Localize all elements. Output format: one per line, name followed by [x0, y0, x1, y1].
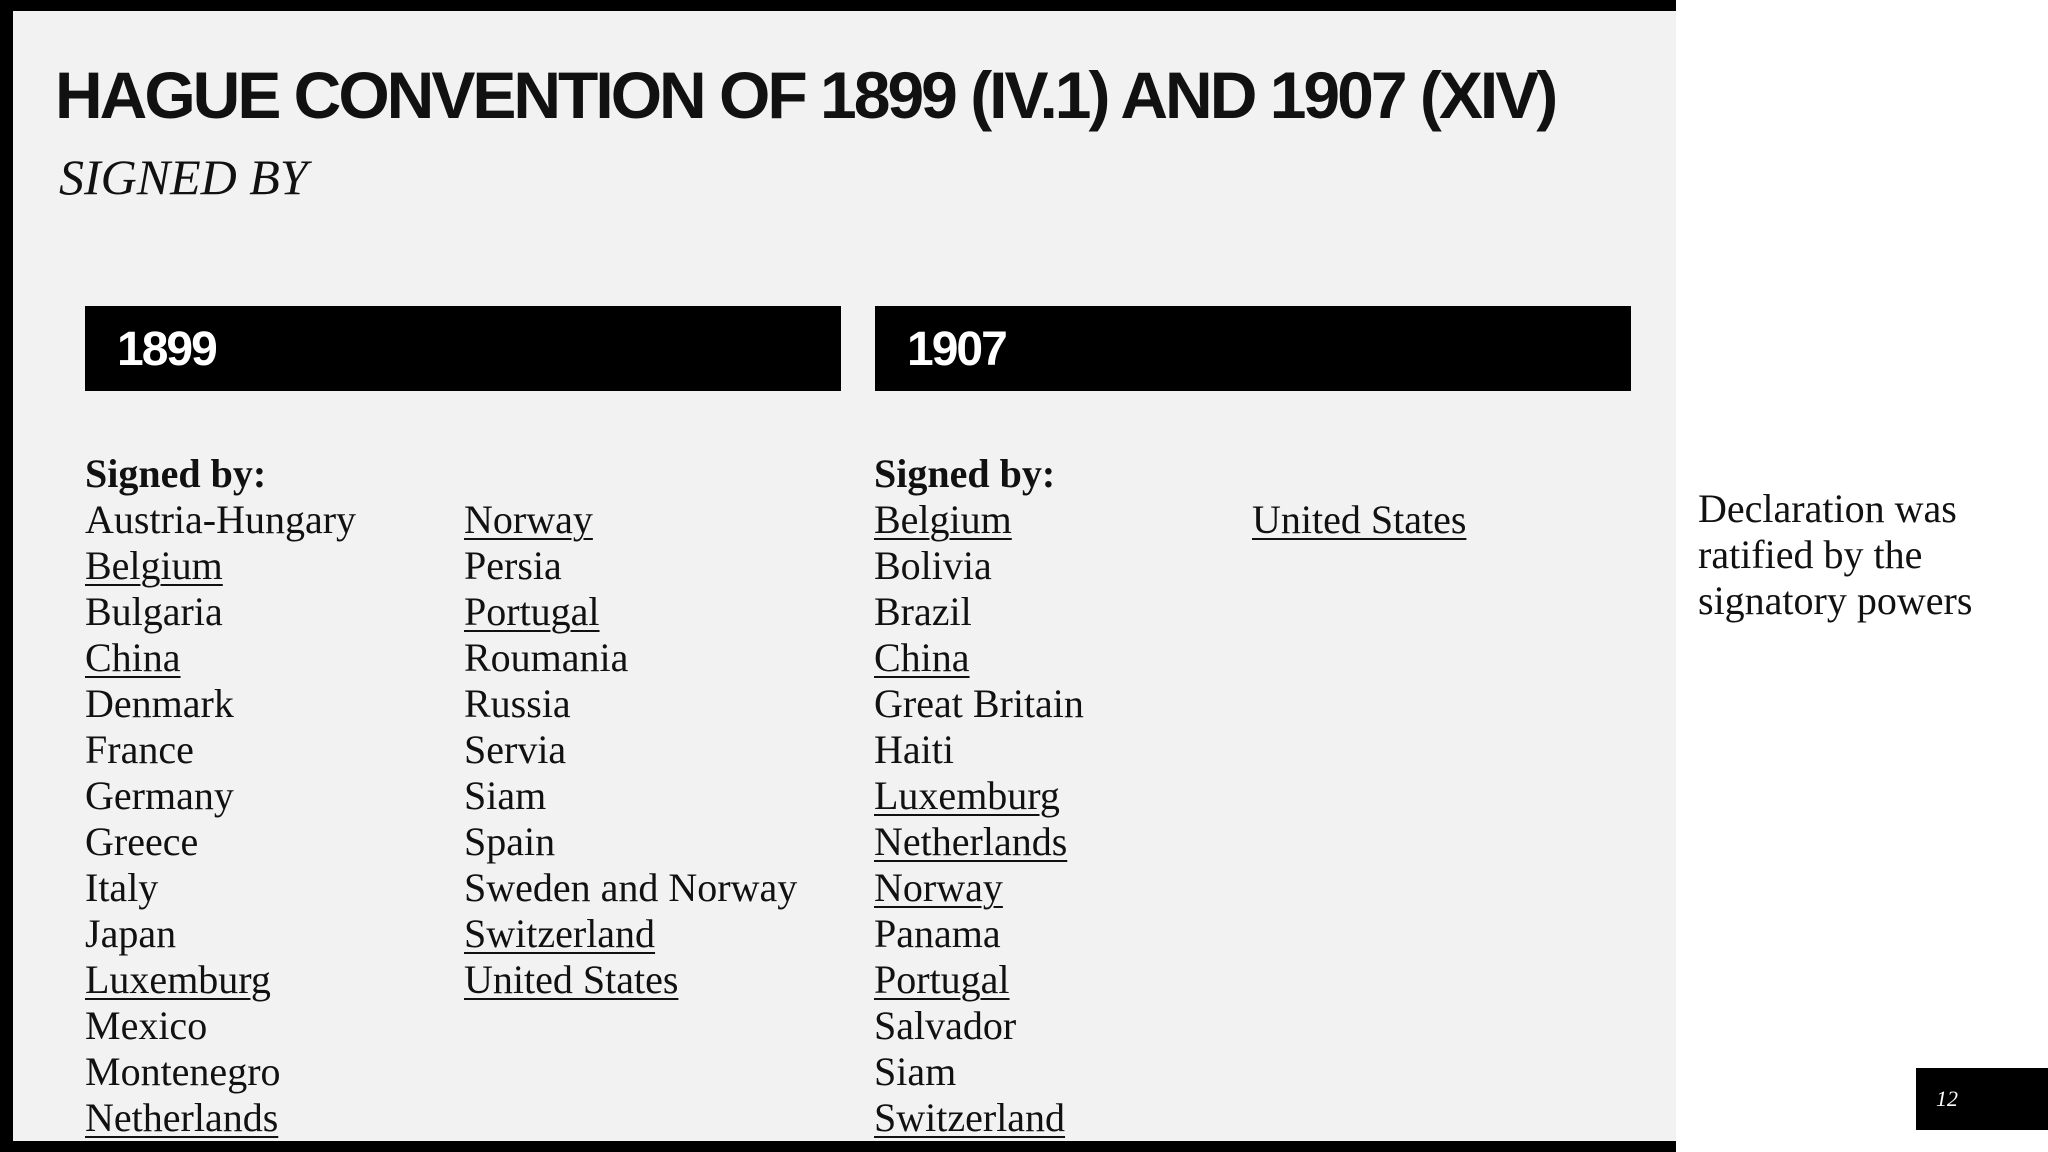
country-item[interactable]: Switzerland [464, 911, 656, 956]
country-item: Persia [464, 543, 562, 588]
country-item: Montenegro [85, 1049, 281, 1094]
country-item: Sweden and Norway [464, 865, 798, 910]
signatories-1907-column-1 [874, 451, 1084, 1141]
slide-subtitle: SIGNED BY [59, 149, 308, 205]
country-item: Haiti [874, 727, 954, 772]
country-item: Japan [85, 911, 177, 956]
country-item: Siam [874, 1049, 957, 1094]
year-header-1899: 1899 [85, 306, 841, 391]
country-item[interactable]: Norway [464, 497, 593, 542]
country-item[interactable]: United States [464, 957, 679, 1002]
page-number: 12 [1916, 1068, 2048, 1130]
country-item[interactable]: Netherlands [874, 819, 1068, 864]
country-item: Denmark [85, 681, 234, 726]
country-item: Austria-Hungary [85, 497, 357, 542]
country-item: Salvador [874, 1003, 1017, 1048]
signed-by-heading-1899: Signed by: [85, 451, 267, 496]
signatories-1899-column-1 [85, 451, 356, 1141]
country-item[interactable]: Norway [874, 865, 1003, 910]
signed-by-heading-1907: Signed by: [874, 451, 1056, 496]
country-item[interactable]: United States [1252, 497, 1467, 542]
country-item: Roumania [464, 635, 629, 680]
country-item: Bulgaria [85, 589, 223, 634]
country-item: France [85, 727, 194, 772]
country-item: Siam [464, 773, 547, 818]
slide-title: HAGUE CONVENTION OF 1899 (IV.1) AND 1907 (XIV) [55, 58, 1556, 132]
signatories-1899-column-2 [464, 497, 797, 1003]
country-item: Germany [85, 773, 234, 818]
country-item: Greece [85, 819, 199, 864]
country-item[interactable]: Luxemburg [85, 957, 271, 1002]
country-item: Great Britain [874, 681, 1084, 726]
country-item: Servia [464, 727, 567, 772]
country-item: Spain [464, 819, 556, 864]
country-item: Panama [874, 911, 1001, 956]
ratification-note: Declaration was ratified by the signatory powers [1698, 486, 1973, 623]
country-item: Italy [85, 865, 159, 910]
country-item[interactable]: Netherlands [85, 1095, 279, 1140]
country-item: Russia [464, 681, 571, 726]
country-item: Bolivia [874, 543, 992, 588]
country-item[interactable]: Luxemburg [874, 773, 1060, 818]
country-item[interactable]: Belgium [874, 497, 1012, 542]
country-item[interactable]: China [874, 635, 970, 680]
country-item[interactable]: Portugal [464, 589, 600, 634]
signatories-1907-column-2 [1252, 497, 1466, 543]
country-item: Mexico [85, 1003, 208, 1048]
country-item[interactable]: Portugal [874, 957, 1010, 1002]
year-header-1907: 1907 [875, 306, 1631, 391]
country-item[interactable]: Belgium [85, 543, 223, 588]
country-item[interactable]: China [85, 635, 181, 680]
country-item: Brazil [874, 589, 972, 634]
country-item[interactable]: Switzerland [874, 1095, 1066, 1140]
